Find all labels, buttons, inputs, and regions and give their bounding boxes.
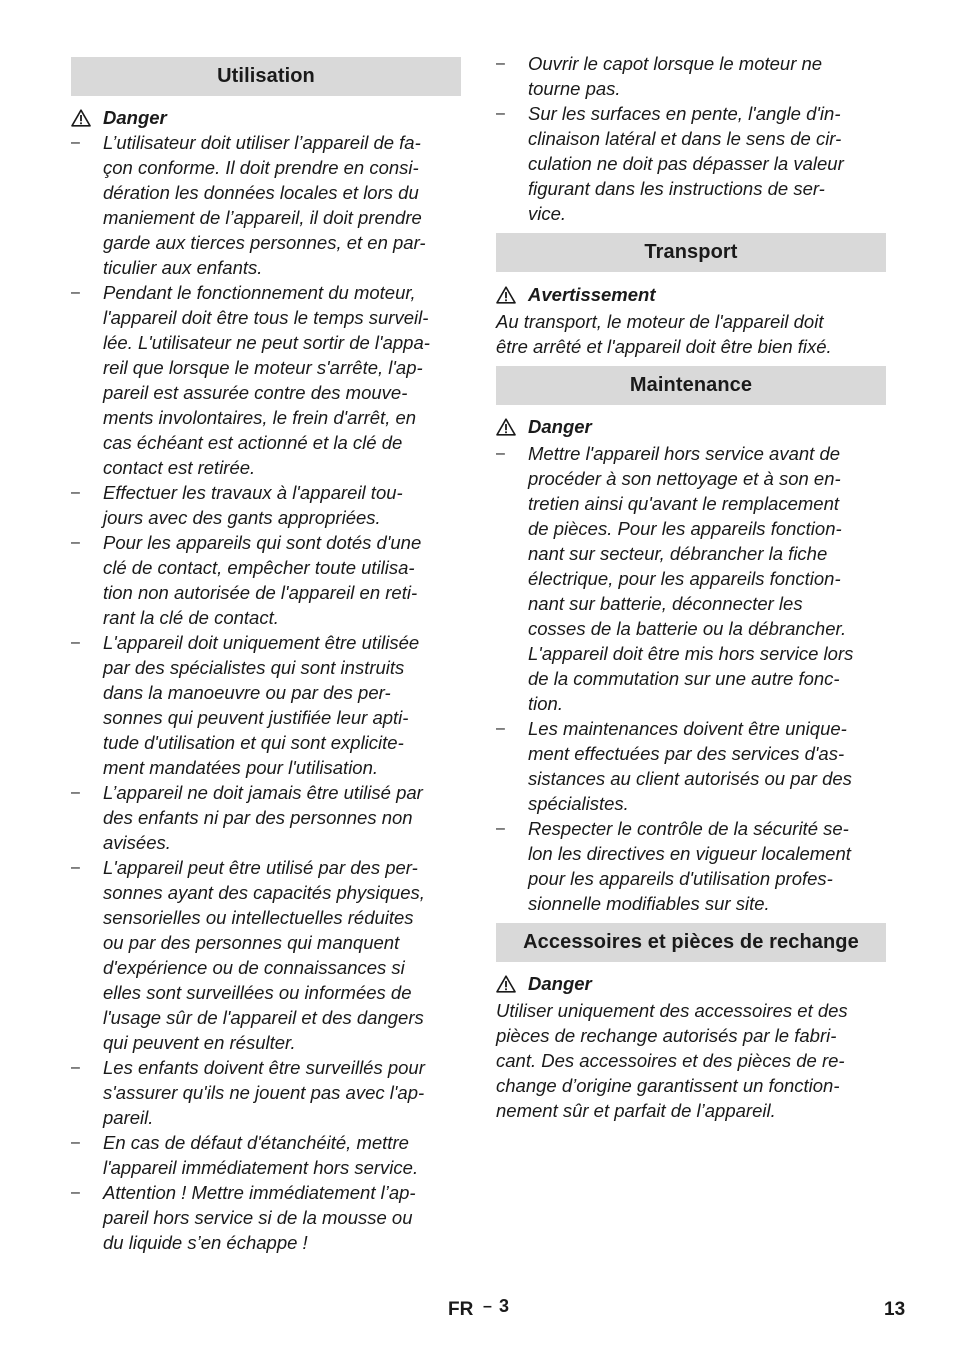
list-dash: –: [496, 720, 505, 737]
paragraph-line: change d’origine garantissent un fonction-: [496, 1075, 840, 1096]
list-item-line: garde aux tierces personnes, et en par-: [103, 232, 426, 253]
list-item-line: lon les directives en vigueur localement: [528, 843, 851, 864]
danger-warning: [496, 414, 886, 439]
continued-list: [496, 51, 886, 226]
list-item-line: clé de contact, empêcher toute utilisa-: [103, 557, 415, 578]
danger-warning: [71, 105, 461, 130]
list-item-line: L'appareil doit être mis hors service lors: [528, 643, 854, 664]
list-dash: –: [71, 634, 80, 651]
list-item: [71, 280, 461, 480]
list-item: [71, 480, 461, 530]
list-item-line: ou par des personnes qui manquent: [103, 932, 400, 953]
left-column: [71, 57, 461, 1255]
list-item-line: maniement de l’appareil, il doit prendre: [103, 207, 422, 228]
warning-triangle-icon: [496, 286, 516, 304]
list-item-line: dération les données locales et lors du: [103, 182, 419, 203]
warning-label: Danger: [528, 973, 592, 994]
list-item-line: figurant dans les instructions de ser-: [528, 178, 825, 199]
list-item-line: Les enfants doivent être surveillés pour: [103, 1057, 425, 1078]
warning-triangle-icon: [496, 418, 516, 436]
list-dash: –: [496, 55, 505, 72]
list-item-line: s'assurer qu'ils ne jouent pas avec l'ap-: [103, 1082, 425, 1103]
list-item-line: Pendant le fonctionnement du moteur,: [103, 282, 416, 303]
list-item-line: procéder à son nettoyage et à son en-: [528, 468, 841, 489]
list-item-line: Sur les surfaces en pente, l'angle d'in-: [528, 103, 841, 124]
avertissement-warning: [496, 282, 886, 307]
list-item-line: pareil.: [103, 1107, 154, 1128]
list-item-line: Ouvrir le capot lorsque le moteur ne: [528, 53, 823, 74]
footer-language: FR: [448, 1299, 474, 1320]
warning-label: Danger: [528, 416, 592, 437]
list-dash: –: [71, 1184, 80, 1201]
warning-triangle-icon: [496, 975, 516, 993]
list-item-line: l'appareil doit être tous le temps surveil-: [103, 307, 429, 328]
paragraph-line: nement sûr et parfait de l’appareil.: [496, 1100, 776, 1121]
list-item-line: Les maintenances doivent être unique-: [528, 718, 847, 739]
list-item: [71, 1180, 461, 1255]
list-item-line: des enfants ni par des personnes non: [103, 807, 413, 828]
list-dash: –: [496, 445, 505, 462]
list-dash: –: [71, 284, 80, 301]
list-item-line: L'appareil doit uniquement être utilisée: [103, 632, 420, 653]
list-item-line: clinaison latéral et dans le sens de cir-: [528, 128, 842, 149]
list-item: [71, 630, 461, 780]
list-item: [496, 51, 886, 101]
list-dash: –: [71, 859, 80, 876]
paragraph-line: Utiliser uniquement des accessoires et des: [496, 1000, 848, 1021]
list-item-line: nant sur secteur, débrancher la fiche: [528, 543, 828, 564]
list-item-line: tion.: [528, 693, 563, 714]
accessoires-text: [496, 998, 886, 1123]
page-number: 13: [884, 1299, 906, 1320]
list-dash: –: [496, 820, 505, 837]
maintenance-list: [496, 441, 886, 916]
list-item-line: pareil hors service si de la mousse ou: [103, 1207, 413, 1228]
list-item-line: L’appareil ne doit jamais être utilisé par: [103, 782, 423, 803]
list-item-line: En cas de défaut d'étanchéité, mettre: [103, 1132, 409, 1153]
list-item-line: sionnelle modifiables sur site.: [528, 893, 770, 914]
footer-section-page: 3: [499, 1296, 510, 1316]
list-item-line: çon conforme. Il doit prendre en consi-: [103, 157, 419, 178]
list-item-line: nant sur batterie, déconnecter les: [528, 593, 803, 614]
list-item-line: tretien ainsi qu'avant le remplacement: [528, 493, 840, 514]
paragraph-line: être arrêté et l'appareil doit être bien fixé.: [496, 336, 832, 357]
warning-triangle-icon: [71, 109, 91, 127]
list-item-line: reil que lorsque le moteur s'arrête, l'ap-: [103, 357, 423, 378]
footer-dash: –: [483, 1298, 492, 1315]
list-item: [496, 716, 886, 816]
list-item-line: ments involontaires, le frein d'arrêt, en: [103, 407, 417, 428]
section-header-transport: Transport: [496, 233, 886, 272]
list-dash: –: [71, 1059, 80, 1076]
list-item: [71, 130, 461, 280]
list-item-line: sistances au client autorisés ou par des: [528, 768, 852, 789]
list-item-line: l'usage sûr de l'appareil et des dangers: [103, 1007, 424, 1028]
list-dash: –: [71, 1134, 80, 1151]
section-header-maintenance: Maintenance: [496, 366, 886, 405]
list-item-line: pour les appareils d'utilisation profes-: [528, 868, 833, 889]
list-dash: –: [496, 105, 505, 122]
list-item-line: électrique, pour les appareils fonction-: [528, 568, 841, 589]
list-item: [71, 1055, 461, 1130]
danger-warning: [496, 971, 886, 996]
right-column: [496, 51, 886, 1123]
list-item-line: par des spécialistes qui sont instruits: [103, 657, 405, 678]
list-item-line: avisées.: [103, 832, 171, 853]
list-item-line: rant la clé de contact.: [103, 607, 279, 628]
list-item: [71, 855, 461, 1055]
list-item-line: Attention ! Mettre immédiatement l’ap-: [103, 1182, 416, 1203]
list-item-line: tude d'utilisation et qui sont explicite-: [103, 732, 404, 753]
list-item: [496, 101, 886, 226]
list-item-line: ticulier aux enfants.: [103, 257, 263, 278]
list-item-line: du liquide s’en échappe !: [103, 1232, 308, 1253]
list-item-line: contact est retirée.: [103, 457, 256, 478]
list-item-line: l'appareil immédiatement hors service.: [103, 1157, 419, 1178]
section-header-utilisation: Utilisation: [71, 57, 461, 96]
section-header-accessoires: Accessoires et pièces de rechange: [496, 923, 886, 962]
list-item-line: tourne pas.: [528, 78, 621, 99]
list-dash: –: [71, 484, 80, 501]
list-item: [71, 1130, 461, 1180]
list-item-line: d'expérience ou de connaissances si: [103, 957, 405, 978]
list-item-line: L’utilisateur doit utiliser l’appareil de fa-: [103, 132, 421, 153]
list-item-line: pareil est assurée contre des mouve-: [103, 382, 408, 403]
list-item: [71, 530, 461, 630]
list-item-line: Respecter le contrôle de la sécurité se-: [528, 818, 849, 839]
list-item-line: dans la manoeuvre ou par des per-: [103, 682, 391, 703]
list-item-line: Pour les appareils qui sont dotés d'une: [103, 532, 422, 553]
warning-label: Avertissement: [528, 284, 656, 305]
list-item-line: Effectuer les travaux à l'appareil tou-: [103, 482, 403, 503]
list-item-line: sonnes qui peuvent justifiée leur apti-: [103, 707, 409, 728]
list-item-line: L'appareil peut être utilisé par des per-: [103, 857, 418, 878]
paragraph-line: Au transport, le moteur de l'appareil doit: [496, 311, 824, 332]
list-item-line: sonnes ayant des capacités physiques,: [103, 882, 425, 903]
list-item-line: spécialistes.: [528, 793, 629, 814]
list-item-line: culation ne doit pas dépasser la valeur: [528, 153, 844, 174]
utilisation-list: [71, 130, 461, 1255]
list-item: [496, 816, 886, 916]
list-item-line: ment effectuées par des services d'as-: [528, 743, 845, 764]
list-item-line: elles sont surveillées ou informées de: [103, 982, 412, 1003]
list-item: [496, 441, 886, 716]
list-item-line: cas échéant est actionné et la clé de: [103, 432, 403, 453]
list-dash: –: [71, 534, 80, 551]
list-item-line: cosses de la batterie ou la débrancher.: [528, 618, 847, 639]
list-item-line: tion non autorisée de l'appareil en reti-: [103, 582, 418, 603]
list-dash: –: [71, 134, 80, 151]
list-item-line: de pièces. Pour les appareils fonction-: [528, 518, 842, 539]
list-item-line: ment mandatées pour l'utilisation.: [103, 757, 379, 778]
paragraph-line: pièces de rechange autorisés par le fabri-: [496, 1025, 837, 1046]
list-dash: –: [71, 784, 80, 801]
list-item-line: vice.: [528, 203, 567, 224]
list-item-line: sensorielles ou intellectuelles réduites: [103, 907, 414, 928]
transport-text: [496, 309, 886, 359]
paragraph-line: cant. Des accessoires et des pièces de re-: [496, 1050, 845, 1071]
list-item-line: de la commutation sur une autre fonc-: [528, 668, 840, 689]
list-item: [71, 780, 461, 855]
list-item-line: Mettre l'appareil hors service avant de: [528, 443, 841, 464]
list-item-line: qui peuvent en résulter.: [103, 1032, 296, 1053]
list-item-line: jours avec des gants appropriées.: [103, 507, 381, 528]
warning-label: Danger: [103, 107, 167, 128]
list-item-line: lée. L'utilisateur ne peut sortir de l'appa-: [103, 332, 430, 353]
